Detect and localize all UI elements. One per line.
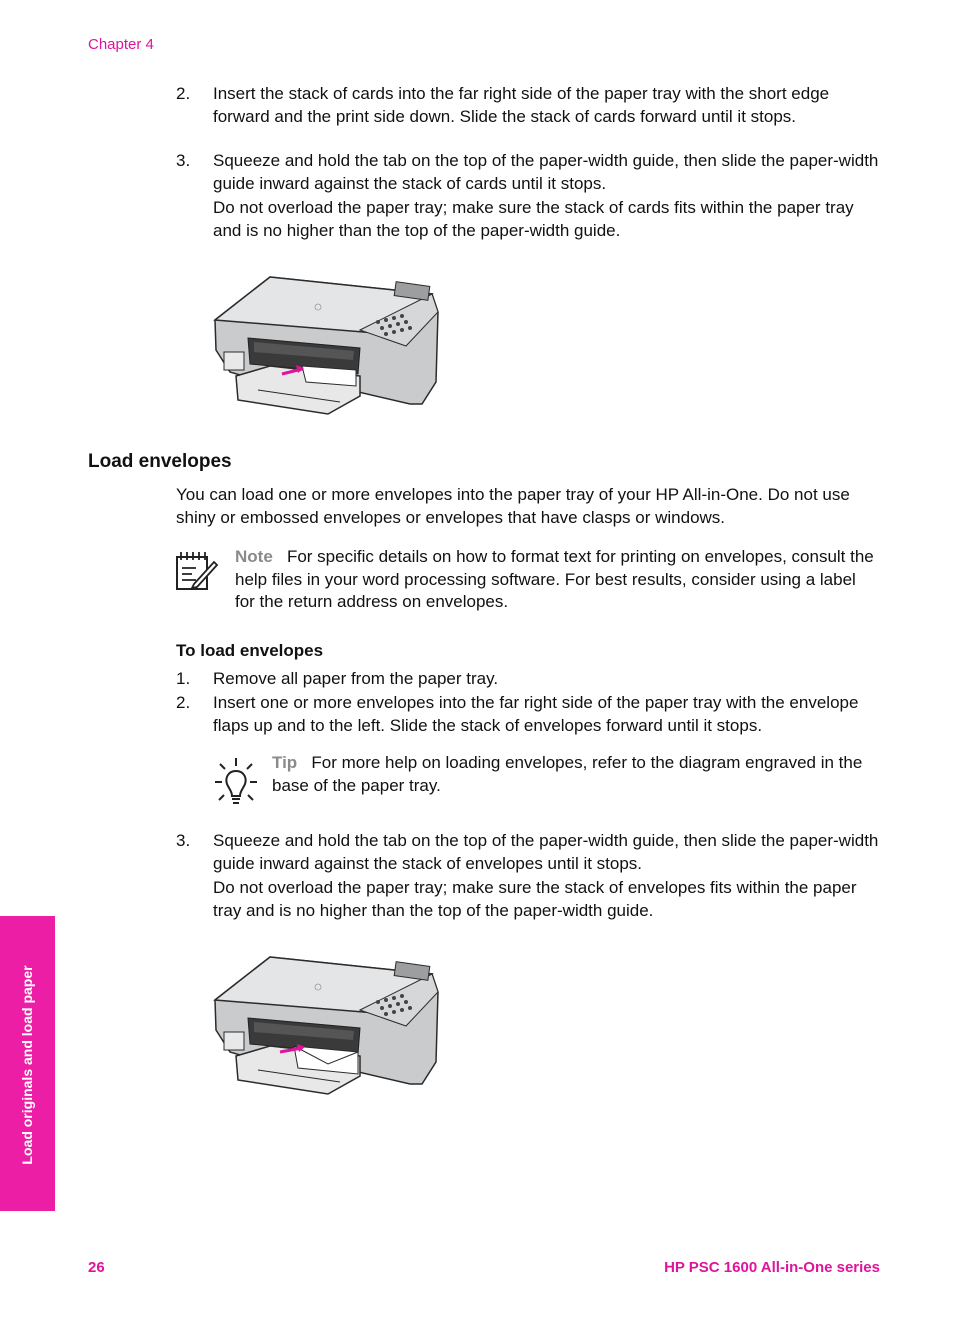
step-number: 2. (176, 693, 191, 712)
page-number: 26 (88, 1259, 105, 1276)
chapter-label: Chapter 4 (88, 36, 154, 53)
list-item (176, 150, 886, 195)
step-text: Insert the stack of cards into the far right side of the paper tray with the short edge forward and the print side down. Slide the stack of cards forward until it stops. (213, 84, 830, 126)
product-name: HP PSC 1600 All-in-One series (664, 1259, 880, 1276)
step-number: 3. (176, 831, 191, 850)
list-item (176, 830, 886, 875)
tip-label: Tip (272, 753, 298, 772)
step-text: Squeeze and hold the tab on the top of the paper-width guide, then slide the paper-width guide inward against the stack of envelopes until it stops. (213, 831, 879, 873)
step-number: 3. (176, 151, 191, 170)
section-heading: Load envelopes (88, 451, 232, 472)
procedure-heading: To load envelopes (176, 641, 324, 660)
step-text: Remove all paper from the paper tray. (213, 669, 499, 688)
list-item (176, 83, 886, 128)
note-pad-icon (174, 550, 220, 592)
printer-illustration (210, 952, 442, 1098)
note-label: Note (235, 547, 273, 566)
note-block (235, 546, 875, 614)
list-item (176, 692, 886, 737)
tip-block (272, 752, 872, 797)
list-item (176, 668, 886, 691)
step-number: 1. (176, 669, 191, 688)
side-tab-label: Load originals and load paper (19, 965, 35, 1165)
overload-paragraph: Do not overload the paper tray; make sure the stack of cards fits within the paper tray and is no higher than the top of the paper-width guide. (213, 198, 854, 240)
intro-paragraph: You can load one or more envelopes into the paper tray of your HP All-in-One. Do not use shiny or embossed envelopes or envelopes that have clasps or windows. (176, 485, 850, 527)
step-text: Insert one or more envelopes into the far right side of the paper tray with the envelope flaps up and to the left. Slide the stack of envelopes forward until it stops. (213, 693, 859, 735)
note-text: For specific details on how to format text for printing on envelopes, consult the help files in your word processing software. For best results, consider using a label for the return address on envelopes. (235, 547, 874, 611)
step-text: Squeeze and hold the tab on the top of the paper-width guide, then slide the paper-width guide inward against the stack of cards until it stops. (213, 151, 879, 193)
overload-paragraph: Do not overload the paper tray; make sure the stack of envelopes fits within the paper tray and is no higher than the top of the paper-width guide. (213, 878, 857, 920)
lightbulb-icon (213, 756, 259, 806)
step-number: 2. (176, 84, 191, 103)
tip-text: For more help on loading envelopes, refer to the diagram engraved in the base of the paper tray. (272, 753, 863, 795)
printer-illustration (210, 272, 442, 418)
